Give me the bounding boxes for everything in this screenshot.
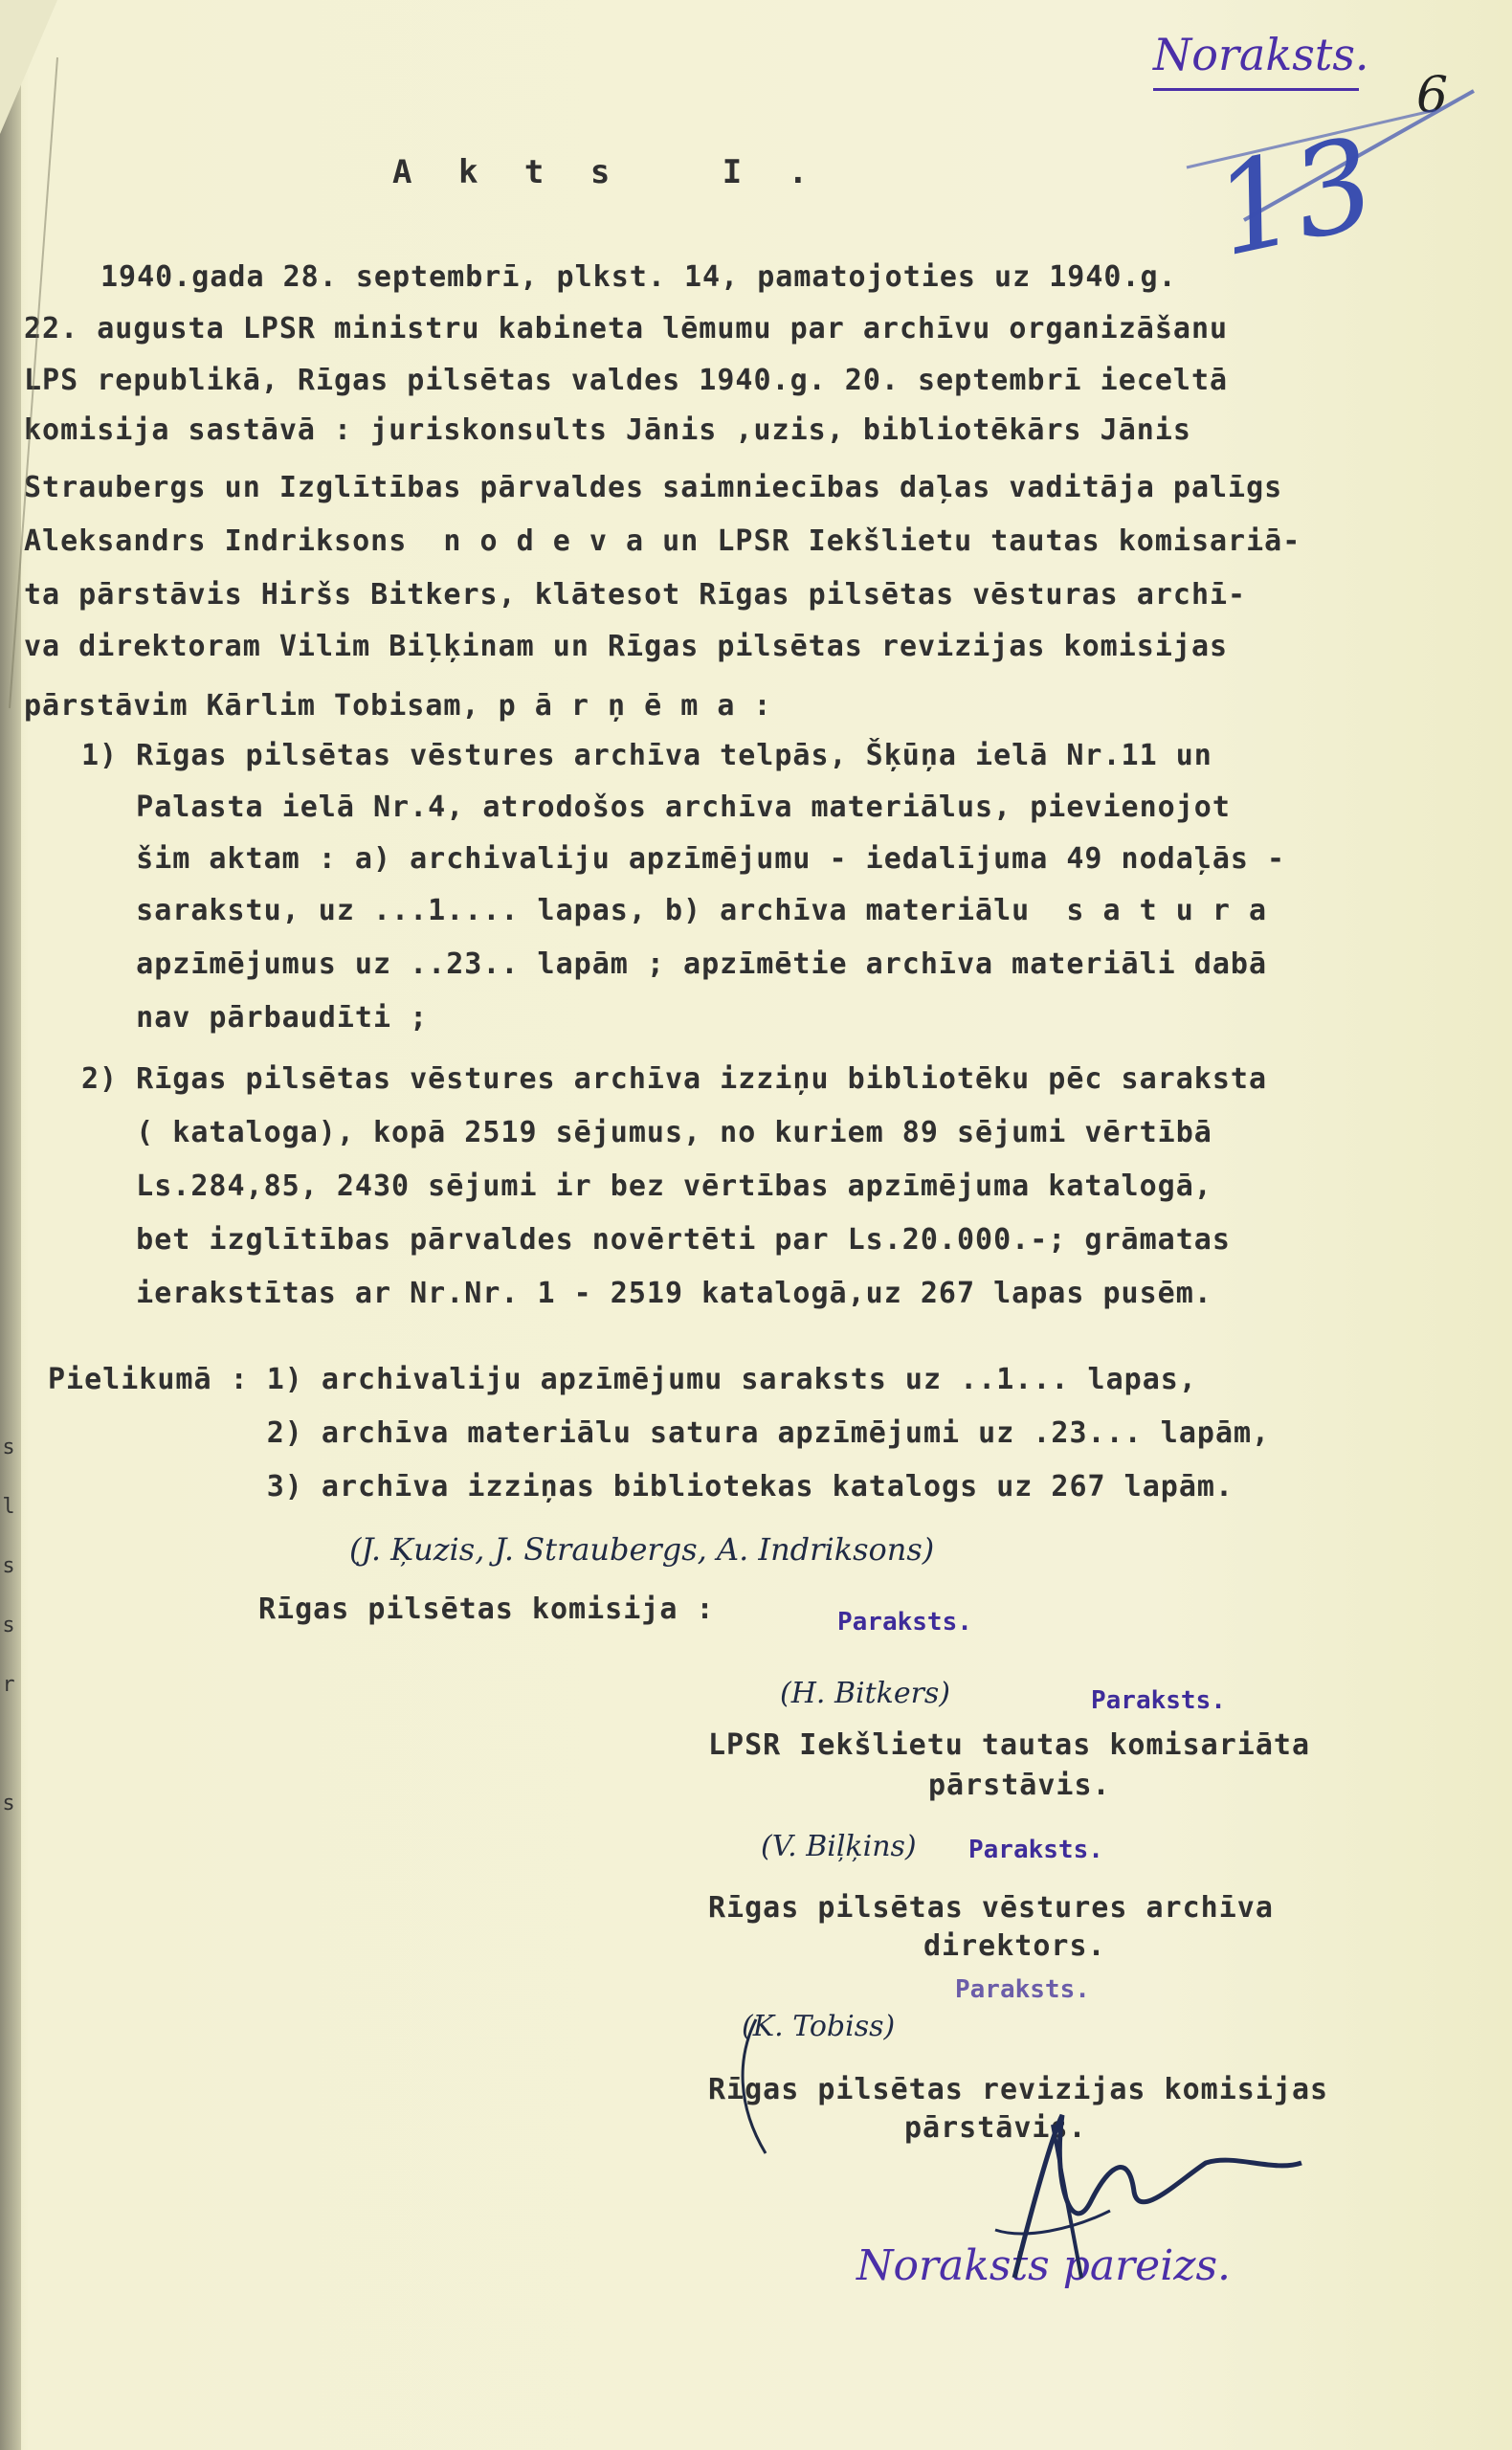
blue-pen-stroke [1244,91,1474,220]
edge-letter: s [2,1614,15,1637]
item-1-line: šim aktam : a) archivaliju apzīmējumu - iedalījuma 49 nodaļās - [81,842,1286,876]
noraksts-pareizs-stamp: Noraksts pareizs. [856,2241,1232,2290]
handwritten-signature [1053,2125,1081,2278]
body-line: 22. augusta LPSR ministru kabineta lēmumu par archīvu organizāšanu [24,312,1229,345]
blue-archive-number: 13 [1202,109,1388,285]
edge-letter: r [2,1673,15,1697]
item-1-line: sarakstu, uz ...1.... lapas, b) archīva materiālu s a t u r a [81,894,1267,927]
item-2-line: Ls.284,85, 2430 sējumi ir bez vērtības apzīmējuma katalogā, [81,1169,1212,1203]
body-line: pārstāvim Kārlim Tobisam, p ā r ņ ē m a : [24,689,772,723]
edge-letter: s [2,1792,15,1815]
lpsr-signatory-line: pārstāvis. [928,1769,1111,1802]
noraksts-stamp: Noraksts. [1153,29,1369,80]
item-2-line: ( kataloga), kopā 2519 sējumus, no kuriem 89 sējumi vērtībā [81,1116,1212,1149]
fold-line [10,57,57,708]
body-line: ta pārstāvis Hiršs Bitkers, klātesot Rīgas pilsētas vēsturas archī- [24,578,1247,612]
attachment-line: Pielikumā : 1) archivaliju apzīmējumu saraksts uz ..1... lapas, [48,1363,1197,1396]
paraksts-stamp: Paraksts. [1091,1686,1226,1715]
edge-letter: l [2,1495,15,1519]
attachment-line: 2) archīva materiālu satura apzīmējumi uz .23... lapām, [48,1416,1271,1450]
handwritten-signature [1014,2115,1301,2278]
paraksts-stamp: Paraksts. [968,1836,1103,1864]
item-1-line: nav pārbaudīti ; [81,1001,429,1035]
body-line: Straubergs un Izglītības pārvaldes saimniecības daļas vaditāja palīgs [24,471,1283,504]
body-line: Aleksandrs Indriksons n o d e v a un LPSR Iekšlietu tautas komisariā- [24,524,1301,558]
item-2-line: bet izglītības pārvaldes novērtēti par Ls.20.000.-; grāmatas [81,1223,1231,1257]
document-title: A k t s I . [392,153,822,191]
edge-letter: s [2,1436,15,1459]
blue-pen-stroke [1187,110,1435,167]
paraksts-stamp: Paraksts. [837,1608,972,1637]
handwritten-signature [995,2211,1110,2234]
archive-signatory-line: direktors. [923,1929,1106,1963]
body-line: va direktoram Vilim Biļķinam un Rīgas pilsētas revizijas komisijas [24,630,1229,663]
commission-label: Rīgas pilsētas komisija : [258,1592,715,1626]
page-number: 6 [1416,67,1449,124]
paraksts-stamp: Paraksts. [955,1975,1090,2004]
revision-signatory-line: Rīgas pilsētas revizijas komisijas [708,2073,1329,2106]
handwritten-names: (J. Ķuzis, J. Straubergs, A. Indriksons) [349,1531,935,1568]
edge-letter: s [2,1554,15,1578]
handwritten-bitkers: (H. Bitkers) [780,1677,951,1710]
item-2-line: ierakstītas ar Nr.Nr. 1 - 2519 katalogā,uz 267 lapas pusēm. [81,1277,1212,1310]
item-2-line: 2) Rīgas pilsētas vēstures archīva izziņu bibliotēku pēc saraksta [81,1062,1267,1096]
handwriting-bracket [743,2019,766,2153]
handwritten-bilkins: (V. Biļķins) [761,1830,917,1863]
lpsr-signatory-line: LPSR Iekšlietu tautas komisariāta [708,1728,1311,1762]
body-line: komisija sastāvā : juriskonsults Jānis ,uzis, bibliotēkārs Jānis [24,413,1191,447]
body-line: LPS republikā, Rīgas pilsētas valdes 1940.g. 20. septembrī ieceltā [24,364,1229,397]
attachment-line: 3) archīva izziņas bibliotekas katalogs uz 267 lapām. [48,1470,1234,1503]
body-line: 1940.gada 28. septembrī, plkst. 14, pamatojoties uz 1940.g. [100,260,1177,294]
archive-signatory-line: Rīgas pilsētas vēstures archīva [708,1891,1274,1925]
item-1-line: 1) Rīgas pilsētas vēstures archīva telpās, Šķūņa ielā Nr.11 un [81,739,1212,772]
item-1-line: apzīmējumus uz ..23.. lapām ; apzīmētie archīva materiāli dabā [81,947,1267,981]
handwritten-tobiss: (K. Tobiss) [742,2010,896,2043]
item-1-line: Palasta ielā Nr.4, atrodošos archīva materiālus, pievienojot [81,791,1231,824]
revision-signatory-line: pārstāvis. [904,2111,1087,2145]
